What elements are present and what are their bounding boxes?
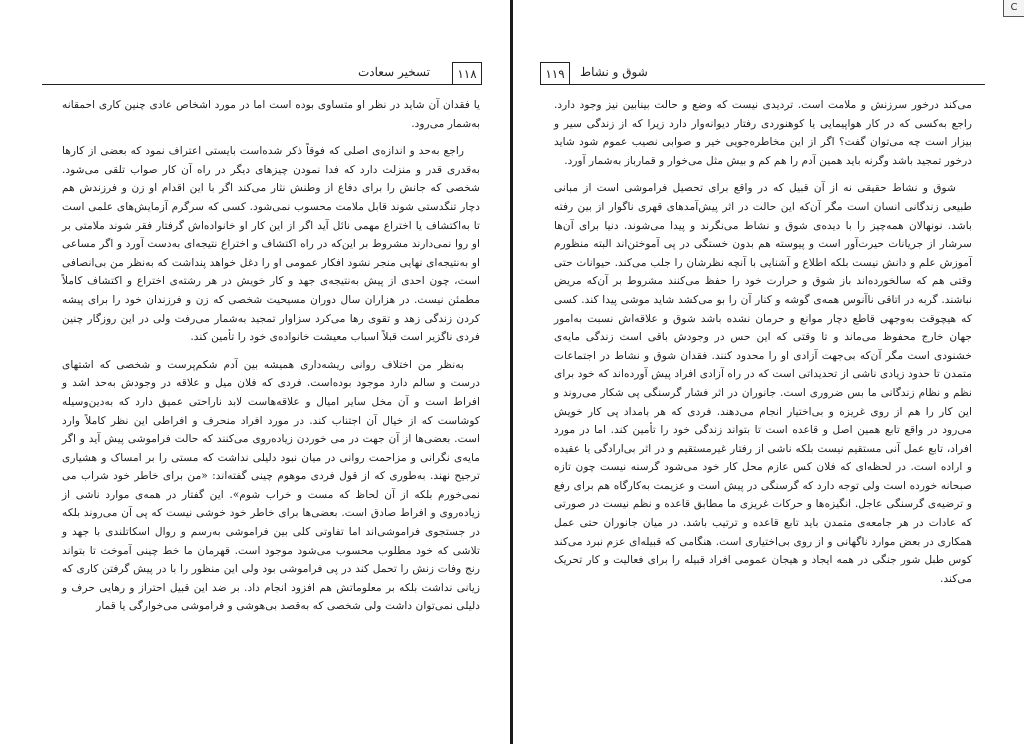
right-paragraph-1: می‌کند درخور سرزنش و ملامت است. تردیدی نیست که وضع و حالت بینابین نیز وجود دارد. راجع به‌کسی که در کار هواپیمایی یا کوهنوردی رفتار دیوانه‌وار دارد زیرا که از زندگی سیر و بیزار است چه می‌توان گفت؟ اگر از این مخاطره‌جویی خیر و صوابی نصیب عموم شود شاید درخور تمجید باشد وگرنه باید همین آدم را هم کم و بیش مثل می‌خوار و قمارباز به‌شمار آورد.	[554, 98, 972, 167]
left-paragraph-2: راجع به‌حد و اندازه‌ی اصلی که فوقاً ذکر شده‌است بایستی اعتراف نمود که بعضی از کارها به‌قدری قدر و منزلت دارد که فدا نمودن چیزهای دیگر در راه آن کار صواب تلقی می‌شود. شخصی که جانش را برای دفاع از وطنش نثار می‌کند اگر با این اقدام او زن و فرزندش هم دچار تنگدستی شوند قابل ملامت محسوب نمی‌شود. کسی که سرگرم آزمایش‌های علمی است تا به‌اکتشاف یا اختراع مهمی نائل آید اگر از این کار او خانواده‌اش گرفتار فقر شوند ملامتی بر او روا نمی‌دارند مشروط بر این‌که در راه اکتشاف و اختراع نتیجه‌ای به‌دست آورد و اگر مساعی او به‌نتیجه‌ای نهایی منجر نشود افکار عمومی او را دغل خواهد پنداشت که به‌نظر من بی‌انصافی است، چون احدی از پیش به‌نتیجه‌ی جهد و کار خویش در هر رشته‌ی اختراع و اکتشاف کاملاً مطمئن نیست. در هزاران سال دوران مسیحیت شخصی که زن و فرزندان خود را برای پیشه کردن زندگی زهد و تقوی رها می‌کرد سزاوار تمجید به‌شمار می‌رفت ولی در این روزگار چنین فردی ناگزیر است قبلاً اسباب معیشت خانواده‌ی خود را تأمین کند.	[62, 144, 480, 344]
right-page	[513, 0, 1024, 744]
right-running-title: شوق و نشاط	[580, 65, 648, 79]
left-paragraph-1: یا فقدان آن شاید در نظر او متساوی بوده است اما در مورد اشخاص عادی چنین کاری احمقانه به‌شمار می‌رود.	[62, 98, 480, 130]
right-page-header	[540, 62, 985, 85]
right-page-body	[554, 96, 972, 597]
corner-tab-button[interactable]: C	[1003, 0, 1024, 17]
right-paragraph-2: شوق و نشاط حقیقی نه از آن قبیل که در واقع برای تحصیل فراموشی است از مبانی طبیعی زندگانی انسان است مگر آن‌که این حالت در اثر پیش‌آمدهای قهری ناگوار از بین رفته باشد. نونهالان همه‌چیز را با دیده‌ی شوق و نشاط می‌نگرند و پیدا می‌شوند. دنیا برای آن‌ها سرشار از جریانات حیرت‌آور است و پیوسته هم بدون خستگی در پی آموختن‌اند البته منظورم آموزش علم و دانش نیست بلکه اطلاع و آشنایی با آنچه نظرشان را جلب می‌کند. حیوانات حتی وقتی هم که سالخورده‌اند باز شوق و حرارت خود را حفظ می‌کنند مشروط بر آن‌که مریض نباشند. گربه در اتاقی ناآنوس همه‌ی گوشه و کنار آن را بو می‌کشد شاید موشی پیدا کند. کسی که هیچوقت به‌وجهی قاطع دچار موانع و حرمان نشده باشد شوق و علاقه‌اش نسبت به‌امور جهان خارج محفوظ می‌ماند و تا وقتی که این حس در وجودش باقی است زندگی مایه‌ی خشنودی است مگر آن‌که بی‌جهت آزادی او را محدود کنند. فقدان شوق و نشاط در اجتماعات متمدن تا حدود زیادی ناشی از تحدیداتی است که در راه آزادی افراد پیش آورده‌اند که خود برای نظم و نظام زندگانی ما بس ضروری است. جانوران در اثر فشار گرسنگی پی شکار می‌روند و این کار را هم از روی غریزه و بی‌اختیار انجام می‌دهند. فردی که هر بامداد پی کار خویش می‌رود در واقع تابع همین اصل و قاعده است تا بتواند زندگی خود را تأمین کند. اما در مورد افراد، تابع عمل آنی مستقیم نیست بلکه ناشی از رفتار غیرمستقیم و در اثر بی‌ارادگی یا عقیده و اراده است. در لحظه‌ای که فلان کس عازم محل کار خود می‌شود گرسنه نیست چون تازه صبحانه خورده است ولی توجه دارد که گرسنگی در پیش است و عزیمت به‌کارگاه هم برای رفع و ترضیه‌ی گرسنگی عاجل. انگیزه‌ها و حرکات غریزی ما مطابق قاعده و نظم نیست در صورتی که عادات در هر جامعه‌ی متمدن باید تابع قاعده و ترتیب باشد. در میان جانوران حتی عمل همکاری در بعض موارد ناگهانی و از روی بی‌اختیاری است. هنگامی که قبیله‌ای عزم نبرد می‌کند کوس طبل شور جنگی در همه ایجاد و هیجان عمومی افراد قبیله را برای فعالیت و کار تحریک می‌کند.	[554, 181, 972, 585]
right-page-number: ۱۱۹	[540, 62, 570, 84]
left-page-header	[42, 62, 482, 85]
left-page-body	[62, 96, 480, 625]
left-page	[0, 0, 510, 744]
left-page-number: ۱۱۸	[452, 62, 482, 84]
left-paragraph-3: به‌نظر من اختلاف روانی ریشه‌داری همیشه بین آدم شکم‌پرست و شخصی که اشتهای درست و سالم دارد موجود بوده‌است. فردی که فلان میل و علاقه در وجودش به‌حد اشد و افراط است و آن مخل سایر امیال و علاقه‌هاست لابد ناراحتی عمیق دارد که به‌دین‌وسیله کوشاست که از خیال آن اجتناب کند. در مورد افراد منحرف و افراطی این نظر کاملاً وارد است. بعضی‌ها از آن جهت در می خوردن زیاده‌روی می‌کنند که حالت فراموشی پیش آید و اگر مایه‌ی نگرانی و مزاحمت روانی در میان نبود دلیلی نداشت که مستی را بر امساک و هشیاری ترجیح نهند. به‌طوری که از قول فردی موهوم چینی گفته‌اند: «من برای خاطر خود شراب می نمی‌خورم بلکه از آن لحاظ که مست و خراب شوم». این گفتار در همه‌ی موارد ناشی از زیاده‌روی و افراط صادق است. بعضی‌ها برای خاطر خود خوشی نیست که پی آن می‌روند بلکه در جستجوی فراموشی‌اند اما تفاوتی کلی بین فراموشی به‌رسم و روال اسکاتلندی با جهد و تلاشی که خود مطلوب محسوب می‌شود موجود است. قهرمان ما خط چینی آموخت تا بتواند رنج وفات زنش را تحمل کند در پی فراموشی بود ولی این منظور را با در پیش گرفتن کاری که زیانی نداشت بلکه بر معلوماتش هم افزود انجام داد. بر ضد این قبیل احتراز و رهایی حرف و دلیلی نمی‌توان داشت ولی شخصی که به‌قصد بی‌هوشی و فراموشی می‌خوارگی یا قمار	[62, 357, 480, 613]
left-running-title: تسخیر سعادت	[358, 65, 430, 79]
